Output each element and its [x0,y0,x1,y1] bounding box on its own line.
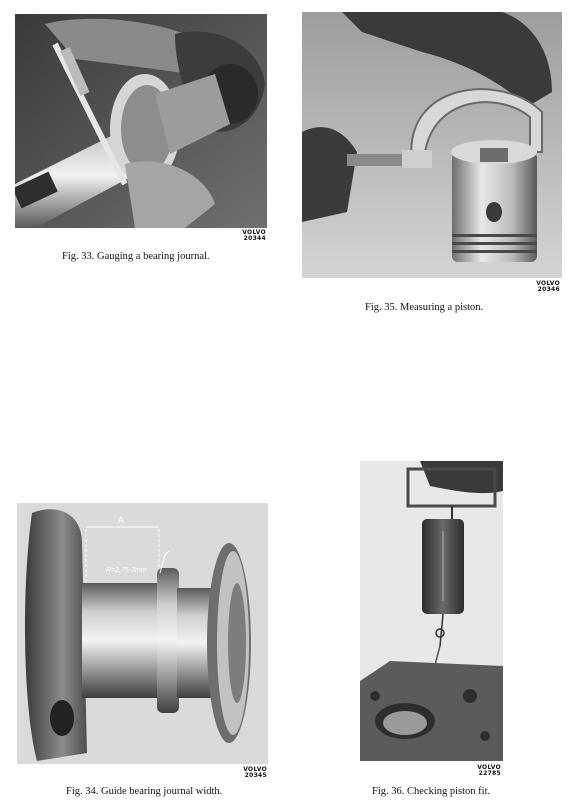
fig34-code-number: 20345 [244,772,267,779]
fig33-caption: Fig. 33. Gauging a bearing journal. [62,251,210,262]
fig36-caption: Fig. 36. Checking piston fit. [372,786,491,797]
fig35-photo [302,12,562,278]
fig34-image-code [233,767,267,779]
fig33-code-number: 20344 [243,235,266,242]
fig36-photo [360,461,503,761]
fig36-code-number: 22785 [478,770,501,777]
fig34-caption: Fig. 34. Guide bearing journal width. [66,786,223,797]
fig36-illustration [360,461,503,761]
fig35-brand-mark: VOLVO [536,280,560,287]
fig33-image-code [232,230,266,242]
fig35-caption: Fig. 35. Measuring a piston. [365,302,484,313]
fig36-brand-mark: VOLVO [477,764,501,771]
fig34-radius-label: R=2,75-3mm [106,567,147,574]
fig34-illustration [17,503,268,764]
fig35-code-number: 20346 [537,286,560,293]
fig33-illustration [15,14,267,228]
fig33-brand-mark: VOLVO [242,229,266,236]
fig36-image-code [467,765,501,777]
fig35-image-code [526,281,560,293]
fig35-illustration [302,12,562,278]
fig34-dimension-a: A [118,515,125,525]
fig34-brand-mark: VOLVO [243,766,267,773]
fig33-photo [15,14,267,228]
fig34-photo [17,503,268,764]
